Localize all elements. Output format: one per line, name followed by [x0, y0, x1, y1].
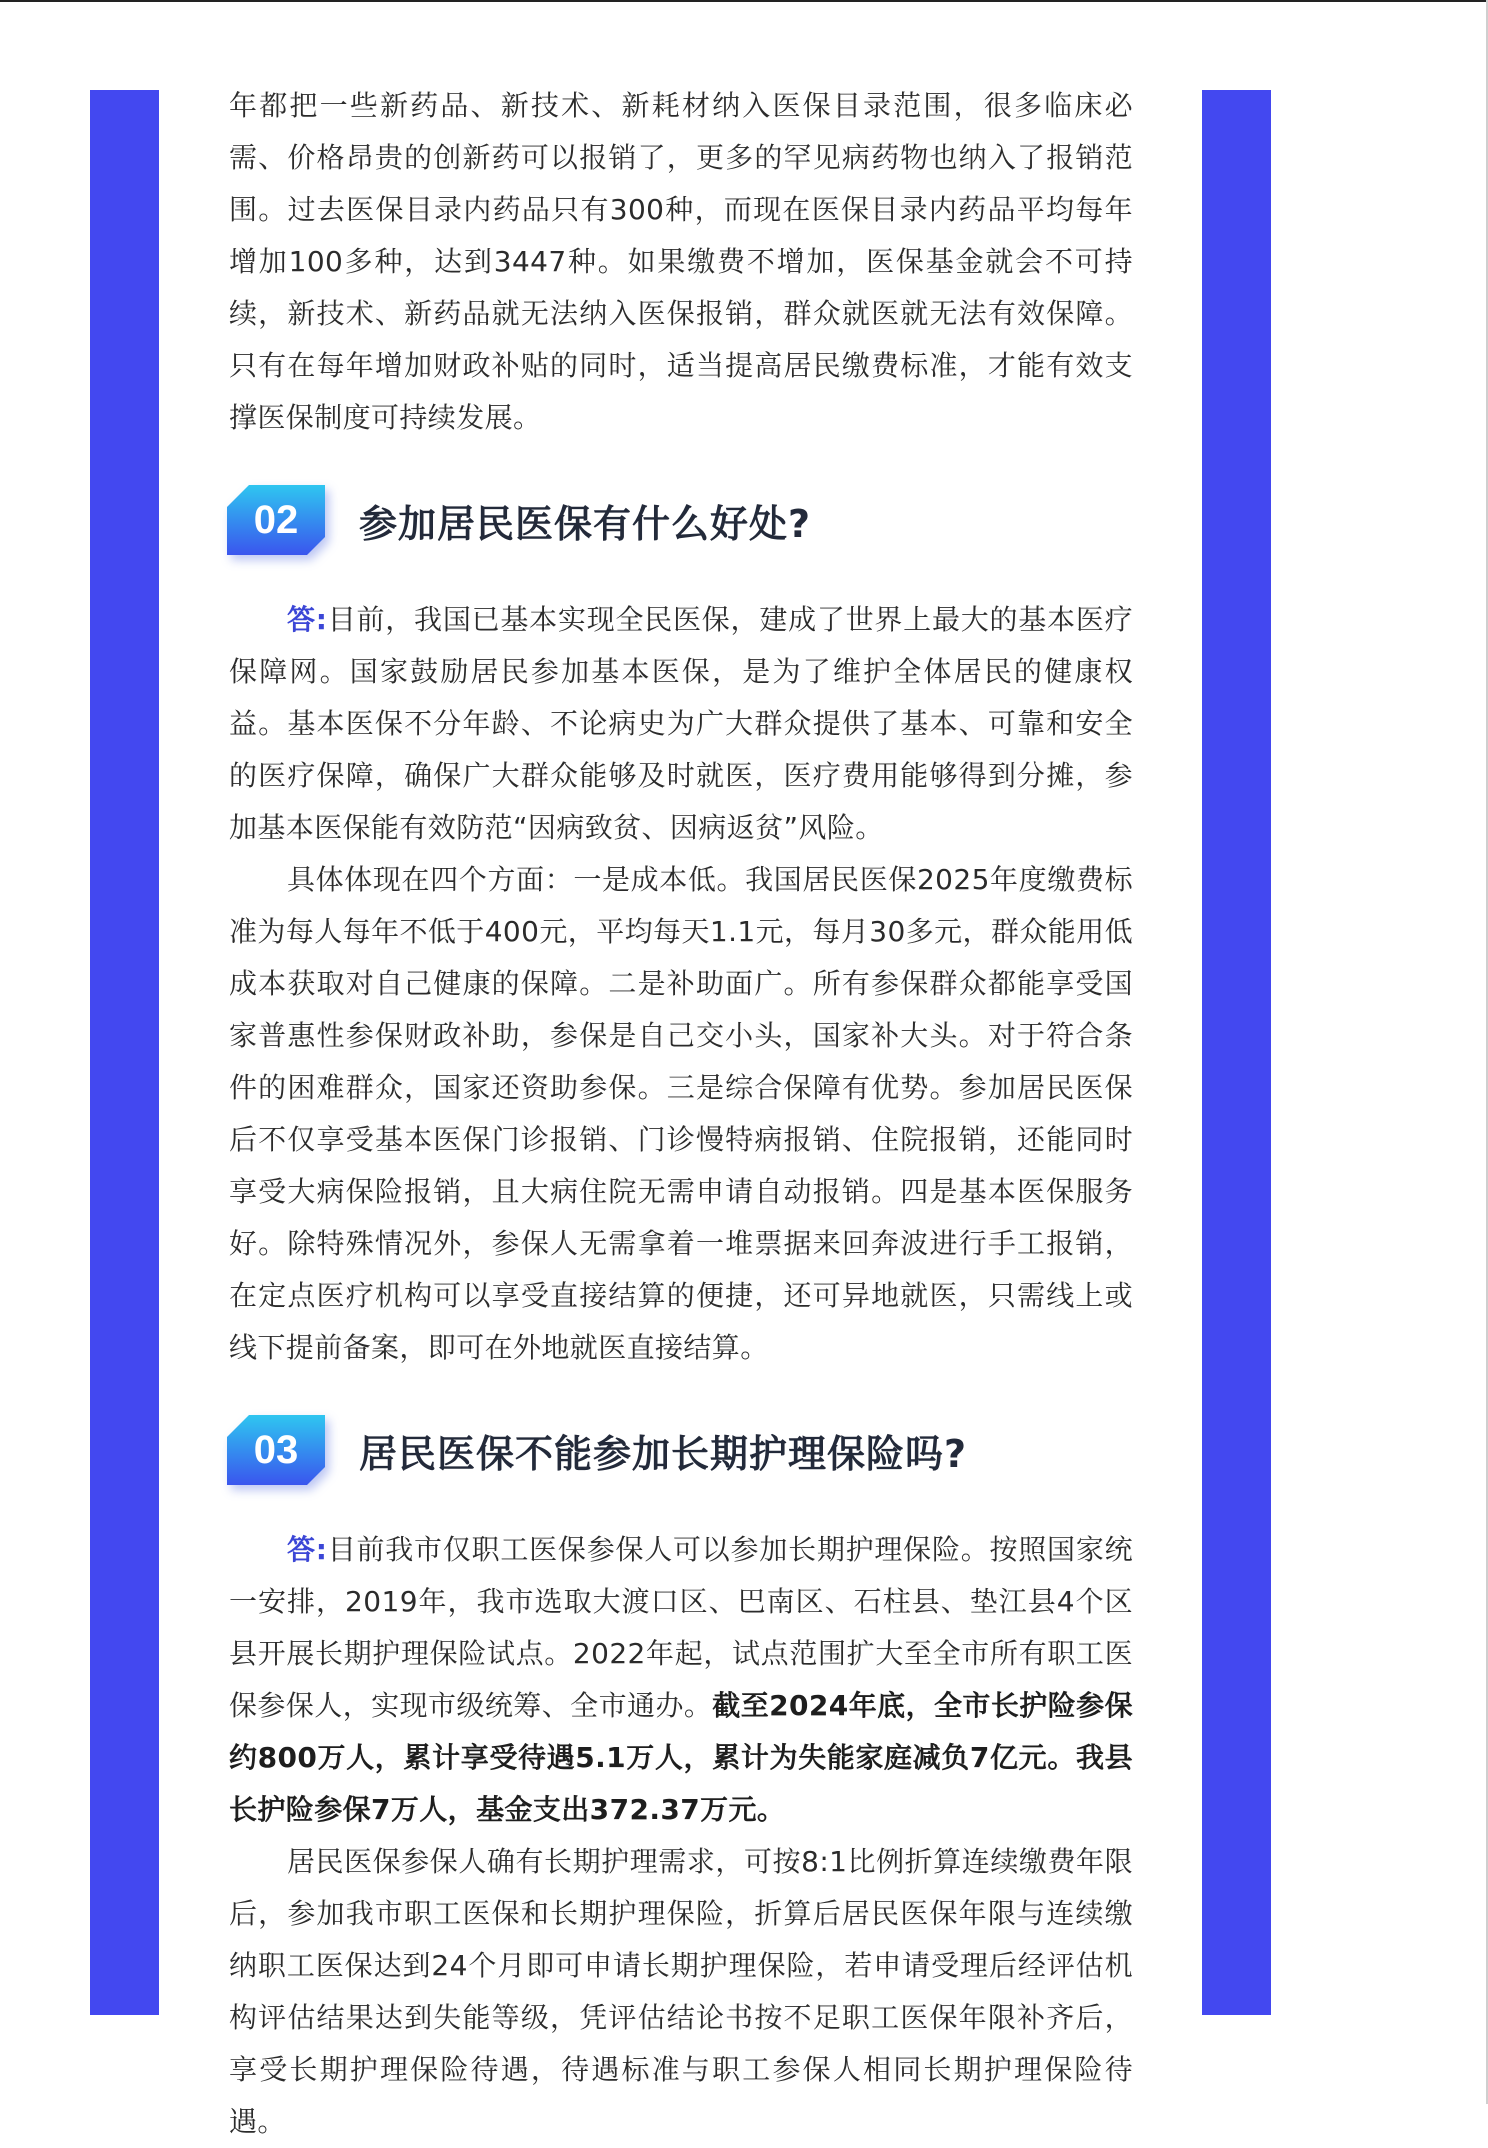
answer-paragraph — [229, 594, 1133, 854]
section-number: 03 — [253, 1428, 299, 1472]
top-border-line — [0, 0, 1488, 2]
section-title: 居民医保不能参加长期护理保险吗? — [359, 1431, 968, 1476]
section-number-badge — [227, 1415, 325, 1485]
section-heading-03 — [229, 1412, 1133, 1488]
section-heading-02 — [229, 482, 1133, 558]
section-title: 参加居民医保有什么好处? — [359, 501, 812, 546]
body-paragraph: 居民医保参保人确有长期护理需求，可按8:1比例折算连续缴费年限后，参加我市职工医保和长期护理保险，折算后居民医保年限与连续缴纳职工医保达到24个月即可申请长期护理保险，若申请受理后经评估机构评估结果达到失能等级，凭评估结论书按不足职工医保年限补齐后，享受长期护理保险待遇，待遇标准与职工参保人相同长期护理保险待遇。 — [229, 1845, 1133, 2138]
article-body — [229, 80, 1133, 2138]
left-decorative-band — [90, 90, 159, 2015]
intro-paragraph: 年都把一些新药品、新技术、新耗材纳入医保目录范围，很多临床必需、价格昂贵的创新药可以报销了，更多的罕见病药物也纳入了报销范围。过去医保目录内药品只有300种，而现在医保目录内药品平均每年增加100多种，达到3447种。如果缴费不增加，医保基金就会不可持续，新技术、新药品就无法纳入医保报销，群众就医就无法有效保障。只有在每年增加财政补贴的同时，适当提高居民缴费标准，才能有效支撑医保制度可持续发展。 — [229, 89, 1133, 434]
answer-text: 目前我市仅职工医保参保人可以参加长期护理保险。按照国家统一安排，2019年，我市选取大渡口区、巴南区、石柱县、垫江县4个区县开展长期护理保险试点。2022年起，试点范围扩大至全市所有职工医保参保人，实现市级统筹、全市通办。 — [229, 1533, 1133, 1722]
answer-paragraph — [229, 1524, 1133, 1836]
answer-label: 答: — [287, 1533, 328, 1566]
answer-text: 目前，我国已基本实现全民医保，建成了世界上最大的基本医疗保障网。国家鼓励居民参加基本医保，是为了维护全体居民的健康权益。基本医保不分年龄、不论病史为广大群众提供了基本、可靠和安全的医疗保障，确保广大群众能够及时就医，医疗费用能够得到分摊，参加基本医保能有效防范“因病致贫、因病返贫”风险。 — [229, 603, 1133, 844]
right-decorative-band — [1202, 90, 1271, 2015]
body-paragraph: 具体体现在四个方面：一是成本低。我国居民医保2025年度缴费标准为每人每年不低于400元，平均每天1.1元，每月30多元，群众能用低成本获取对自己健康的保障。二是补助面广。所有参保群众都能享受国家普惠性参保财政补助，参保是自己交小头，国家补大头。对于符合条件的困难群众，国家还资助参保。三是综合保障有优势。参加居民医保后不仅享受基本医保门诊报销、门诊慢特病报销、住院报销，还能同时享受大病保险报销，且大病住院无需申请自动报销。四是基本医保服务好。除特殊情况外，参保人无需拿着一堆票据来回奔波进行手工报销，在定点医疗机构可以享受直接结算的便捷，还可异地就医，只需线上或线下提前备案，即可在外地就医直接结算。 — [229, 863, 1133, 1364]
section-number-badge — [227, 485, 325, 555]
section-number: 02 — [253, 498, 299, 542]
answer-bold-text: 截至2024年底，全市长护险参保约800万人，累计享受待遇5.1万人，累计为失能家庭减负7亿元。我县长护险参保7万人，基金支出372.37万元。 — [229, 1689, 1133, 1826]
answer-label: 答: — [287, 603, 328, 636]
